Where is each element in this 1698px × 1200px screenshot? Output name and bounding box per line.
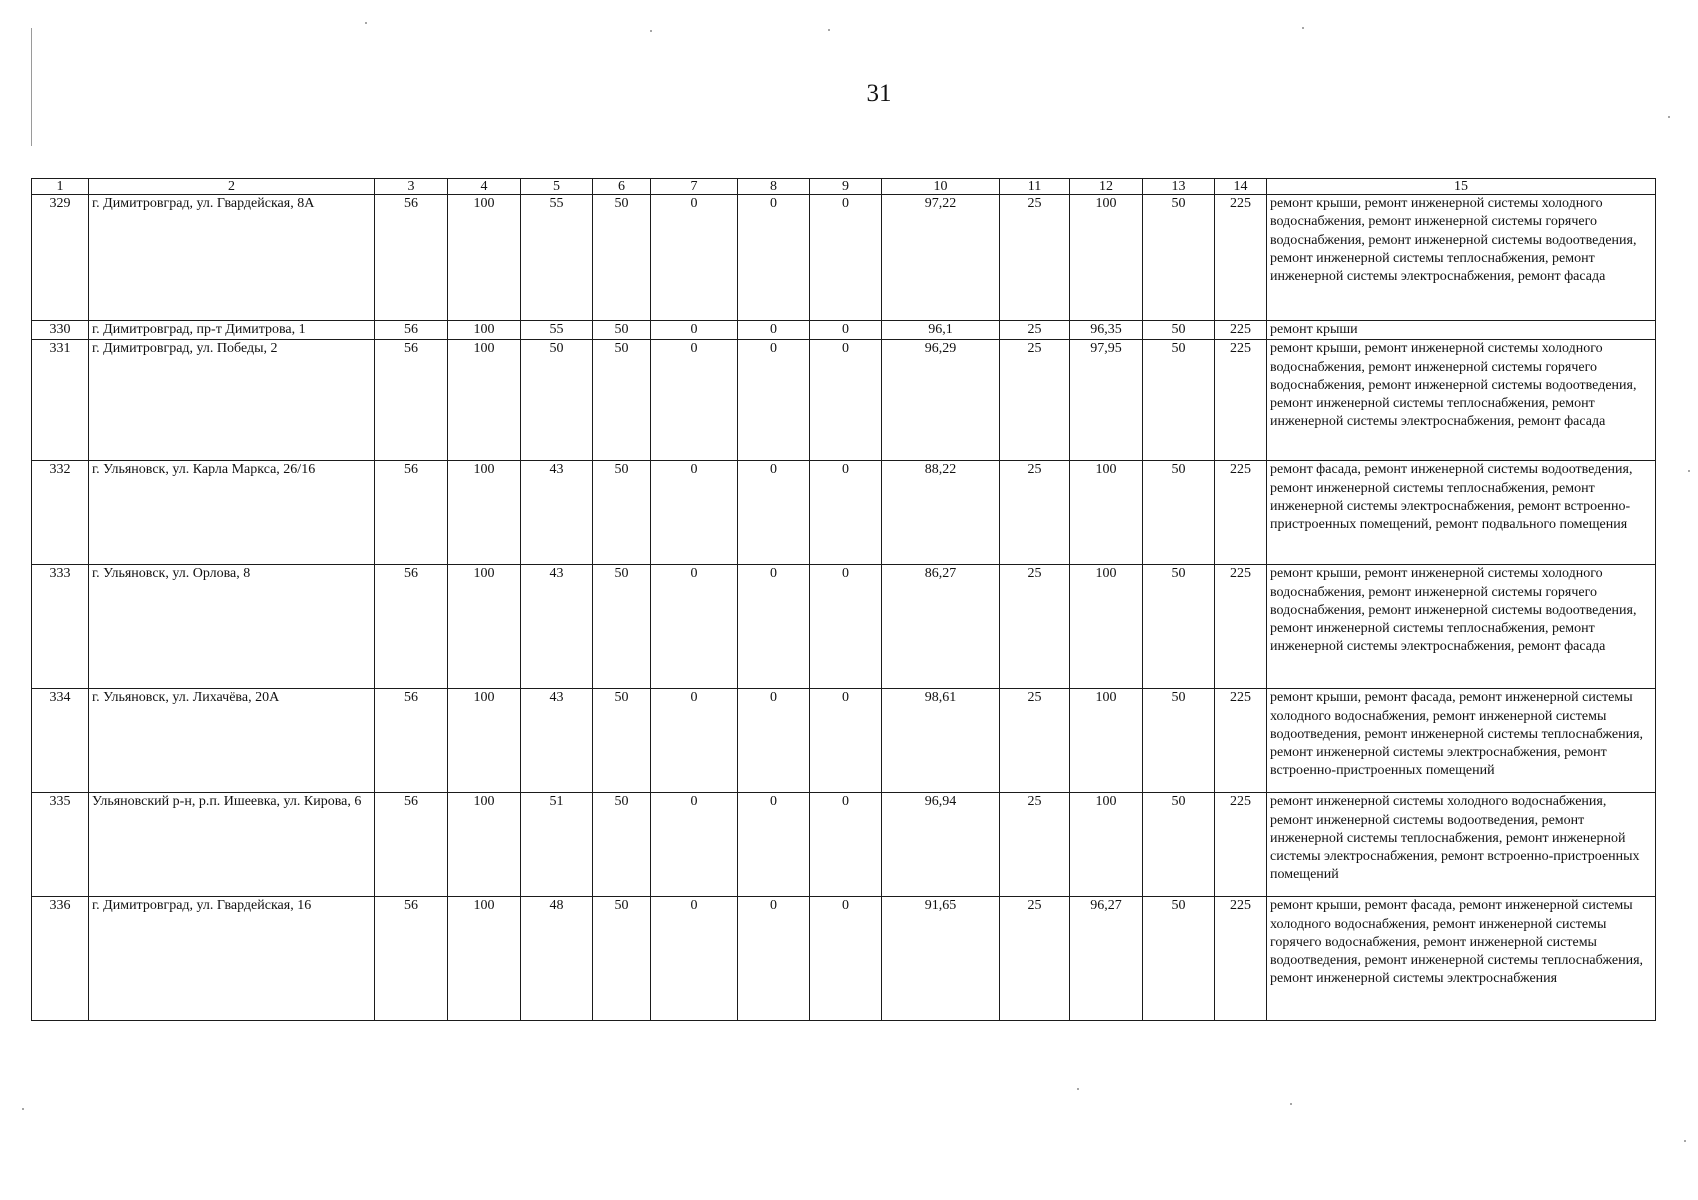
col-number-5: 5 [521, 179, 593, 195]
value-col-11: 25 [1000, 321, 1070, 340]
scan-speck [1290, 1103, 1292, 1105]
repair-works-cell: ремонт крыши, ремонт фасада, ремонт инженерной системы холодного водоснабжения, ремонт инженерной системы горячего водоснабжения, ремонт инженерной системы водоотведения, ремонт инженерной системы теплоснабжения, ремонт инженерной системы электроснабжения [1267, 897, 1656, 1021]
page-number: 31 [866, 80, 892, 107]
address-cell: г. Ульяновск, ул. Карла Маркса, 26/16 [89, 461, 375, 565]
col-number-11: 11 [1000, 179, 1070, 195]
value-col-11: 25 [1000, 461, 1070, 565]
value-col-12: 100 [1070, 461, 1143, 565]
value-col-13: 50 [1143, 897, 1215, 1021]
table-row [32, 793, 1656, 897]
table-row [32, 461, 1656, 565]
value-col-8: 0 [738, 793, 810, 897]
column-number-row [32, 179, 1656, 195]
col-number-4: 4 [448, 179, 521, 195]
row-number: 329 [32, 195, 89, 321]
value-col-4: 100 [448, 793, 521, 897]
value-col-8: 0 [738, 565, 810, 689]
repair-works-cell: ремонт крыши [1267, 321, 1656, 340]
value-col-12: 100 [1070, 195, 1143, 321]
table-row [32, 340, 1656, 461]
value-col-12: 96,35 [1070, 321, 1143, 340]
value-col-12: 96,27 [1070, 897, 1143, 1021]
value-col-4: 100 [448, 321, 521, 340]
value-col-5: 43 [521, 689, 593, 793]
value-col-6: 50 [593, 793, 651, 897]
scan-speck [1668, 116, 1670, 118]
value-col-5: 50 [521, 340, 593, 461]
value-col-6: 50 [593, 565, 651, 689]
housing-repair-table [31, 178, 1656, 1021]
value-col-10: 86,27 [882, 565, 1000, 689]
col-number-13: 13 [1143, 179, 1215, 195]
value-col-9: 0 [810, 897, 882, 1021]
value-col-4: 100 [448, 565, 521, 689]
table-row [32, 195, 1656, 321]
scan-speck [650, 30, 652, 32]
value-col-9: 0 [810, 195, 882, 321]
repair-works-cell: ремонт крыши, ремонт инженерной системы холодного водоснабжения, ремонт инженерной системы горячего водоснабжения, ремонт инженерной системы водоотведения, ремонт инженерной системы теплоснабжения, ремонт инженерной системы электроснабжения, ремонт фасада [1267, 565, 1656, 689]
value-col-3: 56 [375, 689, 448, 793]
value-col-3: 56 [375, 321, 448, 340]
value-col-10: 98,61 [882, 689, 1000, 793]
value-col-8: 0 [738, 897, 810, 1021]
address-cell: г. Димитровград, ул. Победы, 2 [89, 340, 375, 461]
value-col-9: 0 [810, 689, 882, 793]
value-col-14: 225 [1215, 340, 1267, 461]
value-col-9: 0 [810, 793, 882, 897]
scan-speck [22, 1108, 24, 1110]
col-number-6: 6 [593, 179, 651, 195]
value-col-14: 225 [1215, 321, 1267, 340]
value-col-11: 25 [1000, 340, 1070, 461]
value-col-14: 225 [1215, 897, 1267, 1021]
value-col-8: 0 [738, 195, 810, 321]
value-col-3: 56 [375, 461, 448, 565]
col-number-10: 10 [882, 179, 1000, 195]
value-col-7: 0 [651, 897, 738, 1021]
value-col-14: 225 [1215, 195, 1267, 321]
value-col-6: 50 [593, 321, 651, 340]
value-col-5: 55 [521, 321, 593, 340]
address-cell: г. Димитровград, пр-т Димитрова, 1 [89, 321, 375, 340]
row-number: 333 [32, 565, 89, 689]
address-cell: Ульяновский р-н, р.п. Ишеевка, ул. Кирова, 6 [89, 793, 375, 897]
value-col-12: 97,95 [1070, 340, 1143, 461]
value-col-12: 100 [1070, 565, 1143, 689]
value-col-11: 25 [1000, 793, 1070, 897]
col-number-8: 8 [738, 179, 810, 195]
row-number: 334 [32, 689, 89, 793]
value-col-6: 50 [593, 689, 651, 793]
value-col-3: 56 [375, 793, 448, 897]
value-col-9: 0 [810, 340, 882, 461]
row-number: 336 [32, 897, 89, 1021]
col-number-9: 9 [810, 179, 882, 195]
value-col-7: 0 [651, 321, 738, 340]
repair-works-cell: ремонт крыши, ремонт инженерной системы холодного водоснабжения, ремонт инженерной системы горячего водоснабжения, ремонт инженерной системы водоотведения, ремонт инженерной системы теплоснабжения, ремонт инженерной системы электроснабжения, ремонт фасада [1267, 195, 1656, 321]
value-col-7: 0 [651, 340, 738, 461]
value-col-13: 50 [1143, 689, 1215, 793]
value-col-11: 25 [1000, 195, 1070, 321]
value-col-10: 97,22 [882, 195, 1000, 321]
value-col-6: 50 [593, 340, 651, 461]
value-col-14: 225 [1215, 461, 1267, 565]
value-col-14: 225 [1215, 565, 1267, 689]
value-col-7: 0 [651, 195, 738, 321]
row-number: 330 [32, 321, 89, 340]
value-col-4: 100 [448, 340, 521, 461]
value-col-4: 100 [448, 461, 521, 565]
repair-works-cell: ремонт крыши, ремонт инженерной системы холодного водоснабжения, ремонт инженерной системы горячего водоснабжения, ремонт инженерной системы водоотведения, ремонт инженерной системы теплоснабжения, ремонт инженерной системы электроснабжения, ремонт фасада [1267, 340, 1656, 461]
value-col-10: 96,94 [882, 793, 1000, 897]
scan-speck [828, 29, 830, 31]
value-col-10: 96,29 [882, 340, 1000, 461]
value-col-9: 0 [810, 461, 882, 565]
value-col-12: 100 [1070, 689, 1143, 793]
value-col-4: 100 [448, 195, 521, 321]
value-col-7: 0 [651, 793, 738, 897]
value-col-7: 0 [651, 461, 738, 565]
value-col-13: 50 [1143, 793, 1215, 897]
value-col-5: 51 [521, 793, 593, 897]
value-col-5: 48 [521, 897, 593, 1021]
value-col-4: 100 [448, 689, 521, 793]
address-cell: г. Димитровград, ул. Гвардейская, 8А [89, 195, 375, 321]
value-col-13: 50 [1143, 195, 1215, 321]
value-col-6: 50 [593, 897, 651, 1021]
value-col-3: 56 [375, 340, 448, 461]
value-col-7: 0 [651, 689, 738, 793]
col-number-14: 14 [1215, 179, 1267, 195]
repair-works-cell: ремонт фасада, ремонт инженерной системы водоотведения, ремонт инженерной системы теплоснабжения, ремонт инженерной системы электроснабжения, ремонт встроенно-пристроенных помещений, ремонт подвального помещения [1267, 461, 1656, 565]
value-col-8: 0 [738, 461, 810, 565]
value-col-6: 50 [593, 461, 651, 565]
value-col-11: 25 [1000, 689, 1070, 793]
col-number-12: 12 [1070, 179, 1143, 195]
col-number-1: 1 [32, 179, 89, 195]
value-col-8: 0 [738, 340, 810, 461]
value-col-5: 43 [521, 565, 593, 689]
value-col-3: 56 [375, 897, 448, 1021]
value-col-13: 50 [1143, 340, 1215, 461]
repair-works-cell: ремонт крыши, ремонт фасада, ремонт инженерной системы холодного водоснабжения, ремонт инженерной системы водоотведения, ремонт инженерной системы теплоснабжения, ремонт инженерной системы электроснабжения, ремонт встроенно-пристроенных помещений [1267, 689, 1656, 793]
row-number: 335 [32, 793, 89, 897]
col-number-3: 3 [375, 179, 448, 195]
value-col-9: 0 [810, 565, 882, 689]
scan-speck [1684, 1140, 1686, 1142]
table-row [32, 689, 1656, 793]
value-col-13: 50 [1143, 565, 1215, 689]
value-col-8: 0 [738, 321, 810, 340]
value-col-5: 55 [521, 195, 593, 321]
scan-speck [365, 22, 367, 24]
value-col-13: 50 [1143, 321, 1215, 340]
value-col-10: 91,65 [882, 897, 1000, 1021]
value-col-14: 225 [1215, 689, 1267, 793]
value-col-8: 0 [738, 689, 810, 793]
scan-speck [1302, 27, 1304, 29]
address-cell: г. Ульяновск, ул. Лихачёва, 20А [89, 689, 375, 793]
col-number-15: 15 [1267, 179, 1656, 195]
scan-speck [1688, 470, 1690, 472]
table-row [32, 897, 1656, 1021]
repair-works-cell: ремонт инженерной системы холодного водоснабжения, ремонт инженерной системы водоотведения, ремонт инженерной системы теплоснабжения, ремонт инженерной системы электроснабжения, ремонт встроенно-пристроенных помещений [1267, 793, 1656, 897]
value-col-3: 56 [375, 195, 448, 321]
value-col-4: 100 [448, 897, 521, 1021]
col-number-7: 7 [651, 179, 738, 195]
address-cell: г. Димитровград, ул. Гвардейская, 16 [89, 897, 375, 1021]
table-row [32, 565, 1656, 689]
value-col-11: 25 [1000, 897, 1070, 1021]
value-col-11: 25 [1000, 565, 1070, 689]
row-number: 331 [32, 340, 89, 461]
value-col-10: 88,22 [882, 461, 1000, 565]
value-col-7: 0 [651, 565, 738, 689]
value-col-6: 50 [593, 195, 651, 321]
table-row [32, 321, 1656, 340]
row-number: 332 [32, 461, 89, 565]
value-col-5: 43 [521, 461, 593, 565]
value-col-3: 56 [375, 565, 448, 689]
value-col-12: 100 [1070, 793, 1143, 897]
value-col-14: 225 [1215, 793, 1267, 897]
value-col-13: 50 [1143, 461, 1215, 565]
value-col-10: 96,1 [882, 321, 1000, 340]
scan-speck [1077, 1088, 1079, 1090]
col-number-2: 2 [89, 179, 375, 195]
value-col-9: 0 [810, 321, 882, 340]
address-cell: г. Ульяновск, ул. Орлова, 8 [89, 565, 375, 689]
